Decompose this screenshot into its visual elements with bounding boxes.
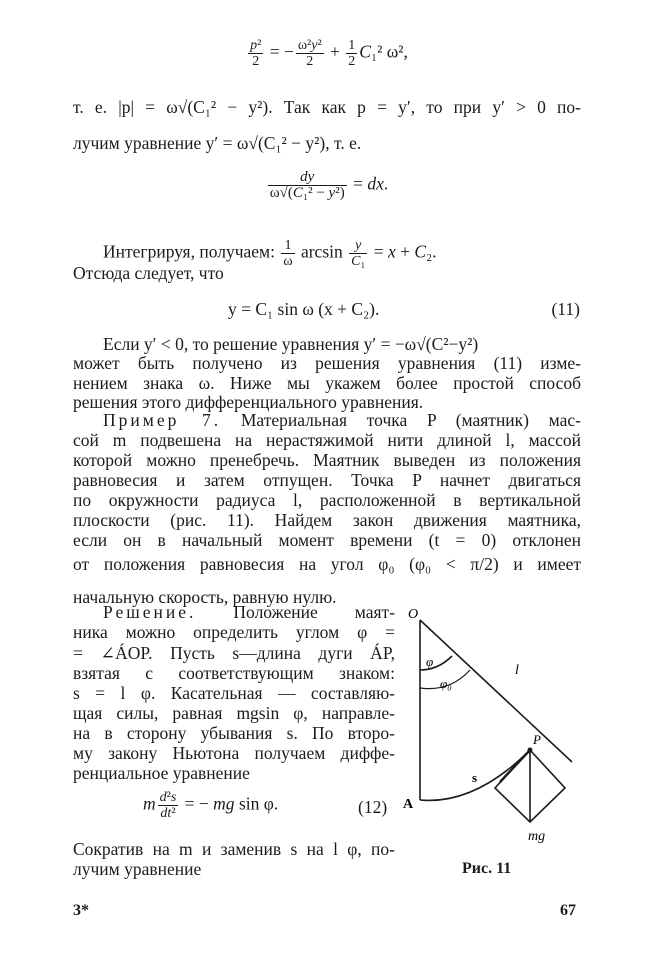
- solution-line-6: щая силы, равная mgsin φ, направле-: [73, 703, 395, 723]
- solution-line-8: му закону Ньютона получаем диффе-: [73, 743, 395, 763]
- example-line-4: равновесия и затем отпущен. Точка P начнет двигаться: [73, 470, 581, 490]
- para-line-2: может быть получено из решения уравнения (11) изме-: [73, 353, 581, 373]
- example-line-1: Пример 7. Материальная точка P (маятник) мас-: [103, 410, 582, 430]
- pendulum-figure: [400, 600, 590, 850]
- text-line-5: Интегрируя, получаем: $\frac{1}{\omega}$ arcsin $\frac{y}{\text{C₁}}$ = x + C₂.: [103, 238, 437, 269]
- label-l: l: [515, 663, 519, 678]
- example-line-5: по окружности радиуса l, расположенной в вертикальной: [73, 490, 581, 510]
- figure-caption: Рис. 11: [462, 860, 512, 877]
- example-line-8: от положения равновесия на угол φ₀ (φ₀ < π/2) и имеет: [73, 554, 581, 574]
- solution-line-9: ренциальное уравнение: [73, 763, 250, 783]
- equation-12: m $\frac{\text{d²s}}{\text{dt²}}$ = − mg sin φ.: [143, 790, 279, 821]
- equation-top: $\frac{\text{p²}}{2}$ = − $\frac{\text{ω²y²}}{2}$ + $\frac{1}{2}$ C₁² ω²,: [250, 38, 408, 69]
- equation-dy: $\frac{dy}{\text{ω√(C₁² − y²)}}$ = dx.: [269, 169, 389, 201]
- label-O: O: [408, 607, 419, 622]
- example-line-7: если он в начальный момент времени (t = 0) отклонен: [73, 530, 581, 550]
- text-line-2: т. е. |p| = ω√(C₁² − y²). Так как p = y′, то при y′ > 0 по-: [73, 97, 581, 117]
- label-A: A: [403, 797, 414, 812]
- arc-phi: [420, 656, 452, 670]
- solution-line-7: на в сторону убывания s. По второ-: [73, 723, 395, 743]
- equation-11: y = C₁ sin ω (x + C₂).: [228, 299, 380, 319]
- solution-line-5: s = l φ. Касательная — составляю-: [73, 683, 395, 703]
- solution-line-3: = ∠ÁOP. Пусть s—длина дуги ÁP,: [73, 643, 395, 663]
- label-mg: mg: [528, 829, 546, 844]
- closing-line-2: лучим уравнение: [73, 859, 202, 879]
- solution-line-1: Решение. Положение маят-: [103, 602, 395, 622]
- label-s: s: [472, 770, 478, 785]
- example-line-9: начальную скорость, равную нулю.: [73, 587, 337, 607]
- closing-line-1: Сократив на m и заменив s на l φ, по-: [73, 839, 395, 859]
- solution-line-2: ника можно определить углом φ =: [73, 622, 395, 642]
- text-line-6: Отсюда следует, что: [73, 263, 224, 283]
- tangent-vector: [500, 750, 530, 782]
- equation-12-number: (12): [358, 797, 388, 817]
- label-phi0: φ₀: [440, 676, 452, 691]
- solution-line-4: взятая с соответствующим знаком:: [73, 663, 395, 683]
- label-P: P: [533, 732, 541, 747]
- para-line-4: решения этого дифференциального уравнения.: [73, 392, 424, 412]
- example-line-3: которой можно пренебречь. Маятник выведен из положения: [73, 450, 581, 470]
- page-number: 67: [560, 902, 576, 919]
- example-line-2: сой m подвешена на нерастяжимой нити длиной l, массой: [73, 430, 581, 450]
- para-line-3: нением знака ω. Ниже мы укажем более простой способ: [73, 373, 581, 393]
- example-line-6: плоскости (рис. 11). Найдем закон движения маятника,: [73, 510, 581, 530]
- label-phi: φ: [426, 654, 434, 669]
- equation-11-number: (11): [551, 299, 580, 319]
- string-line: [420, 620, 572, 762]
- text-line-3: лучим уравнение y′ = ω√(C₁² − y²), т. е.: [73, 133, 362, 153]
- para-line-1: Если y′ < 0, то решение уравнения y′ = −ω√(C²−y²): [103, 334, 479, 354]
- signature-mark: 3*: [73, 902, 89, 919]
- point-P: [528, 748, 533, 753]
